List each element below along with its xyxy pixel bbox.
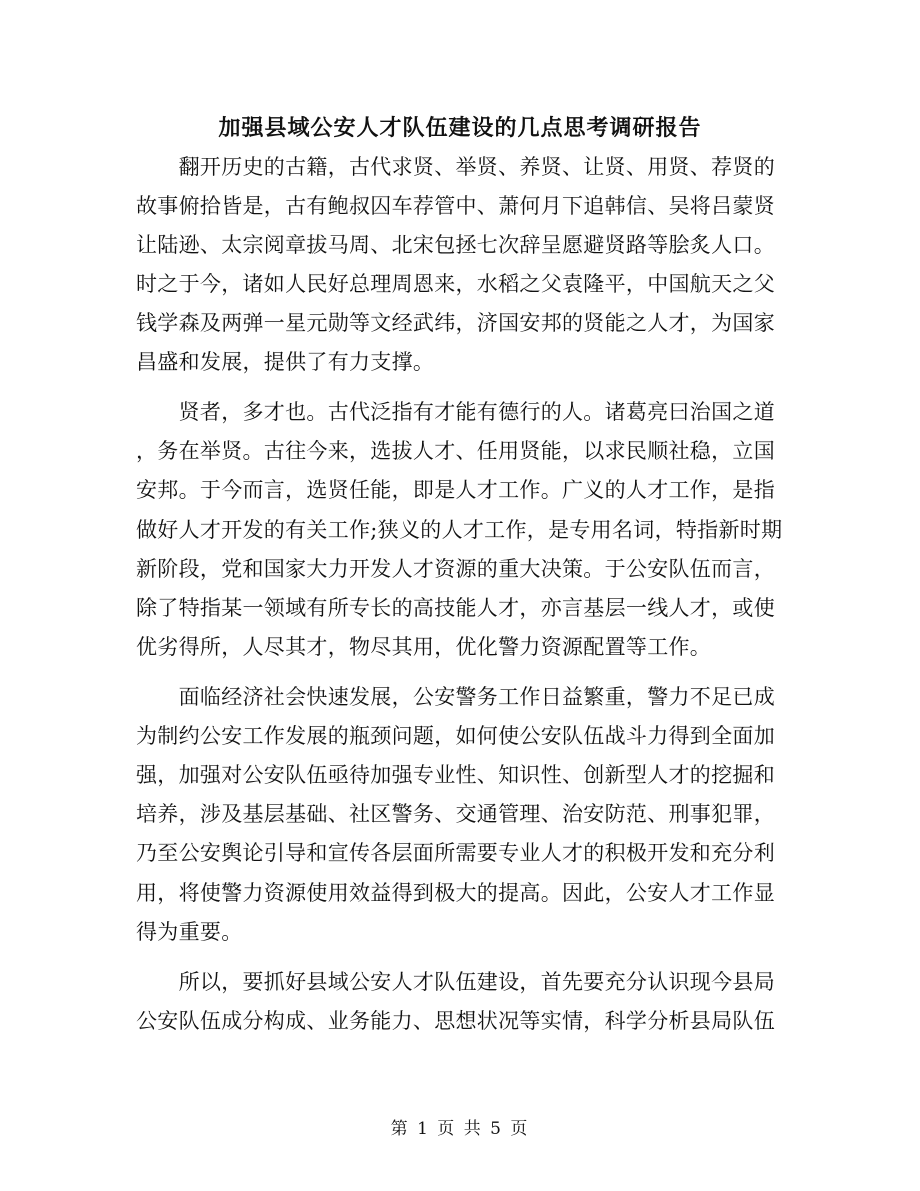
body-line: 公安队伍成分构成、业务能力、思想状况等实情，科学分析县局队伍 — [136, 1009, 775, 1033]
body-line: 安邦。于今而言，选贤任能，即是人才工作。广义的人才工作，是指 — [136, 478, 775, 502]
body-line: 做好人才开发的有关工作;狭义的人才工作，是专用名词，特指新时期 — [136, 518, 783, 542]
body-line: 故事俯拾皆是，古有鲍叔囚车荐管中、萧何月下追韩信、吴将吕蒙贤 — [136, 194, 775, 218]
body-line: 贤者，多才也。古代泛指有才能有德行的人。诸葛亮曰治国之道 — [136, 400, 775, 424]
body-line: 除了特指某一领域有所专长的高技能人才，亦言基层一线人才，或使 — [136, 596, 775, 620]
body-line: 为制约公安工作发展的瓶颈问题，如何使公安队伍战斗力得到全面加 — [136, 724, 775, 748]
body-line: 翻开历史的古籍，古代求贤、举贤、养贤、让贤、用贤、荐贤的 — [136, 155, 775, 179]
body-line: 优劣得所，人尽其才，物尽其用，优化警力资源配置等工作。 — [136, 635, 712, 659]
body-line: 培养，涉及基层基础、社区警务、交通管理、治安防范、刑事犯罪， — [136, 802, 775, 826]
body-line: 时之于今，诸如人民好总理周恩来，水稻之父袁隆平，中国航天之父 — [136, 272, 775, 296]
document-title: 加强县域公安人才队伍建设的几点思考调研报告 — [218, 115, 702, 141]
body-line: ，务在举贤。古往今来，选拔人才、任用贤能，以求民顺社稳，立国 — [136, 439, 775, 463]
body-line: 让陆逊、太宗阅章拔马周、北宋包拯七次辞呈愿避贤路等脍炙人口。 — [136, 233, 775, 257]
body-line: 用，将使警力资源使用效益得到极大的提高。因此，公安人才工作显 — [136, 881, 775, 905]
body-line: 昌盛和发展，提供了有力支撑。 — [136, 350, 435, 374]
body-line: 乃至公安舆论引导和宣传各层面所需要专业人才的积极开发和充分利 — [136, 841, 775, 865]
body-line: 强，加强对公安队伍亟待加强专业性、知识性、创新型人才的挖掘和 — [136, 763, 775, 787]
body-line: 面临经济社会快速发展，公安警务工作日益繁重，警力不足已成 — [136, 685, 775, 709]
body-line: 得为重要。 — [136, 920, 243, 944]
body-line: 所以，要抓好县域公安人才队伍建设，首先要充分认识现今县局 — [136, 970, 775, 994]
page-number: 第 1 页 共 5 页 — [390, 1119, 530, 1139]
body-line: 新阶段，党和国家大力开发人才资源的重大决策。于公安队伍而言， — [136, 557, 775, 581]
body-line: 钱学森及两弹一星元勋等文经武纬，济国安邦的贤能之人才，为国家 — [136, 311, 775, 335]
